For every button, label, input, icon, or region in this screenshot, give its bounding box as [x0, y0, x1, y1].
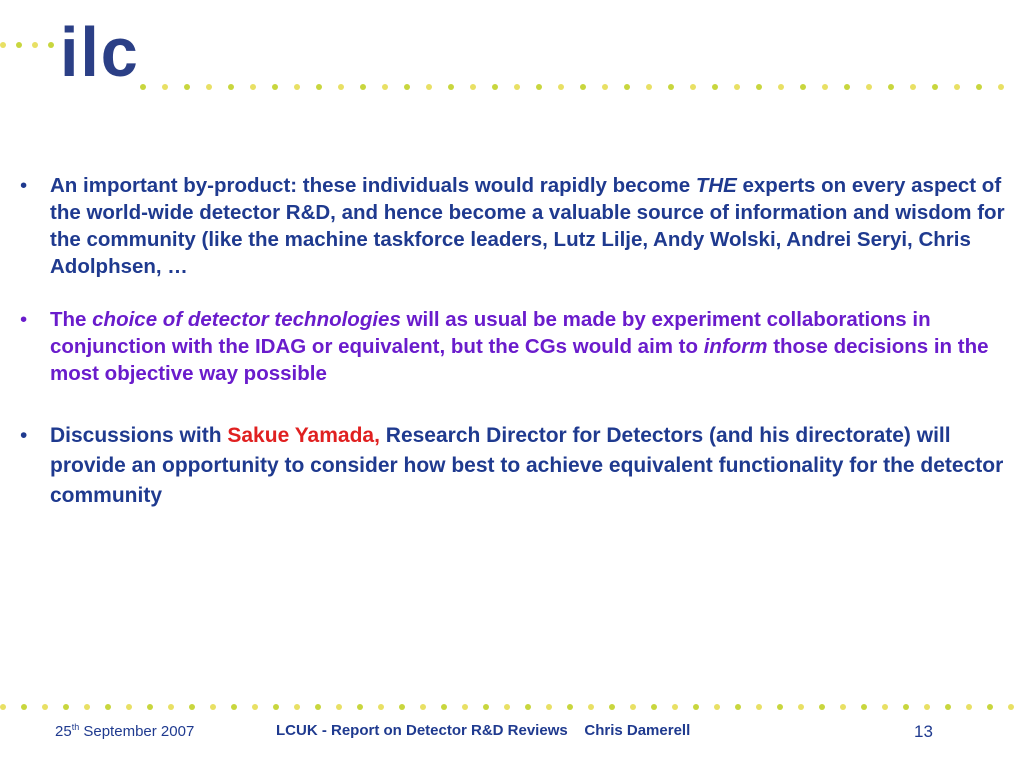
decorative-dot	[126, 704, 132, 710]
decorative-dot	[966, 704, 972, 710]
decorative-dot	[609, 704, 615, 710]
page-number: 13	[914, 722, 933, 741]
decorative-dot	[800, 84, 806, 90]
decorative-dot	[316, 84, 322, 90]
slide-body	[20, 172, 1020, 511]
decorative-dot	[1008, 704, 1014, 710]
decorative-dot	[714, 704, 720, 710]
decorative-dot	[206, 84, 212, 90]
decorative-dot	[690, 84, 696, 90]
decorative-dot	[420, 704, 426, 710]
decorative-dot	[338, 84, 344, 90]
decorative-dot	[231, 704, 237, 710]
footer-date-suffix: th	[71, 722, 80, 732]
decorative-dot	[294, 84, 300, 90]
bullet-text-lead: Discussions with	[50, 424, 228, 447]
decorative-dot	[63, 704, 69, 710]
decorative-dot	[189, 704, 195, 710]
decorative-dot	[21, 704, 27, 710]
decorative-dot	[558, 84, 564, 90]
footer-title: LCUK - Report on Detector R&D Reviews Chris Damerell	[276, 722, 691, 739]
bullet-text-lead: An important by-product: these individuals would rapidly become	[50, 174, 696, 197]
decorative-dot	[404, 84, 410, 90]
bullet-text-rest: those decisions in the most objective way possible	[50, 335, 989, 385]
decorative-dot	[42, 704, 48, 710]
bullet-choice-of-technologies	[20, 306, 1020, 387]
decorative-dot	[976, 84, 982, 90]
decorative-dot	[273, 704, 279, 710]
bullet-text-rest: experts on every aspect of the world-wide detector R&D, and hence become a valuable source of information and wisdom for the community (like the machine taskforce leaders, Lutz Lilje, Andy Wolski, Andrei Seryi, Chris Adolphsen, …	[50, 174, 1005, 278]
decorative-dot	[778, 84, 784, 90]
footer-date-rest: September 2007	[79, 723, 195, 740]
decorative-dot	[470, 84, 476, 90]
decorative-dot	[228, 84, 234, 90]
decorative-dot	[504, 704, 510, 710]
decorative-dot	[272, 84, 278, 90]
decorative-dot	[294, 704, 300, 710]
decorative-dot	[336, 704, 342, 710]
decorative-dot	[140, 84, 146, 90]
bottom-dot-row	[0, 704, 1024, 714]
decorative-dot	[668, 84, 674, 90]
decorative-dot	[32, 42, 38, 48]
decorative-dot	[819, 704, 825, 710]
decorative-dot	[672, 704, 678, 710]
decorative-dot	[462, 704, 468, 710]
decorative-dot	[546, 704, 552, 710]
top-dot-row	[140, 84, 1020, 94]
decorative-dot	[580, 84, 586, 90]
decorative-dot	[16, 42, 22, 48]
decorative-dot	[250, 84, 256, 90]
decorative-dot	[998, 84, 1004, 90]
bullet-by-product	[20, 172, 1020, 280]
decorative-dot	[483, 704, 489, 710]
decorative-dot	[0, 704, 6, 710]
decorative-dot	[84, 704, 90, 710]
bullet-text-emphasis: THE	[695, 174, 737, 197]
decorative-dot	[756, 704, 762, 710]
decorative-dot	[651, 704, 657, 710]
bullet-marker: •	[20, 308, 28, 331]
decorative-dot	[777, 704, 783, 710]
top-left-dot-row	[0, 42, 60, 52]
decorative-dot	[378, 704, 384, 710]
decorative-dot	[602, 84, 608, 90]
decorative-dot	[888, 84, 894, 90]
decorative-dot	[910, 84, 916, 90]
decorative-dot	[756, 84, 762, 90]
decorative-dot	[624, 84, 630, 90]
decorative-dot	[525, 704, 531, 710]
bullet-text-emphasis-inform: inform	[703, 335, 768, 358]
decorative-dot	[712, 84, 718, 90]
decorative-dot	[735, 704, 741, 710]
decorative-dot	[924, 704, 930, 710]
decorative-dot	[588, 704, 594, 710]
decorative-dot	[954, 84, 960, 90]
decorative-dot	[382, 84, 388, 90]
decorative-dot	[357, 704, 363, 710]
decorative-dot	[0, 42, 6, 48]
bullet-marker: •	[20, 174, 28, 197]
decorative-dot	[840, 704, 846, 710]
decorative-dot	[882, 704, 888, 710]
decorative-dot	[426, 84, 432, 90]
decorative-dot	[844, 84, 850, 90]
decorative-dot	[105, 704, 111, 710]
decorative-dot	[798, 704, 804, 710]
decorative-dot	[441, 704, 447, 710]
person-name: Sakue Yamada,	[227, 424, 380, 447]
decorative-dot	[932, 84, 938, 90]
decorative-dot	[48, 42, 54, 48]
bullet-text-middle: will as usual be made by experiment collaborations in conjunction with the IDAG or equivalent, but the CGs would aim to	[50, 308, 931, 358]
decorative-dot	[252, 704, 258, 710]
bullet-text-emphasis: choice of detector technologies	[92, 308, 401, 331]
decorative-dot	[315, 704, 321, 710]
decorative-dot	[360, 84, 366, 90]
ilc-logo	[60, 14, 140, 90]
bullet-text-rest: Research Director for Detectors (and his directorate) will provide an opportunity to consider how best to achieve equivalent functionality for the detector community	[50, 424, 1004, 507]
decorative-dot	[168, 704, 174, 710]
decorative-dot	[822, 84, 828, 90]
footer-date-day: 25	[55, 723, 72, 740]
decorative-dot	[567, 704, 573, 710]
footer-date	[55, 722, 194, 746]
decorative-dot	[399, 704, 405, 710]
decorative-dot	[866, 84, 872, 90]
decorative-dot	[492, 84, 498, 90]
logo-text: ilc	[60, 13, 140, 91]
decorative-dot	[162, 84, 168, 90]
decorative-dot	[693, 704, 699, 710]
decorative-dot	[448, 84, 454, 90]
decorative-dot	[734, 84, 740, 90]
bullet-text-lead: The	[50, 308, 93, 331]
decorative-dot	[861, 704, 867, 710]
decorative-dot	[903, 704, 909, 710]
decorative-dot	[987, 704, 993, 710]
decorative-dot	[646, 84, 652, 90]
decorative-dot	[184, 84, 190, 90]
decorative-dot	[514, 84, 520, 90]
decorative-dot	[536, 84, 542, 90]
decorative-dot	[147, 704, 153, 710]
decorative-dot	[945, 704, 951, 710]
decorative-dot	[210, 704, 216, 710]
decorative-dot	[630, 704, 636, 710]
bullet-marker: •	[20, 424, 28, 447]
bullet-discussions	[20, 421, 1020, 511]
